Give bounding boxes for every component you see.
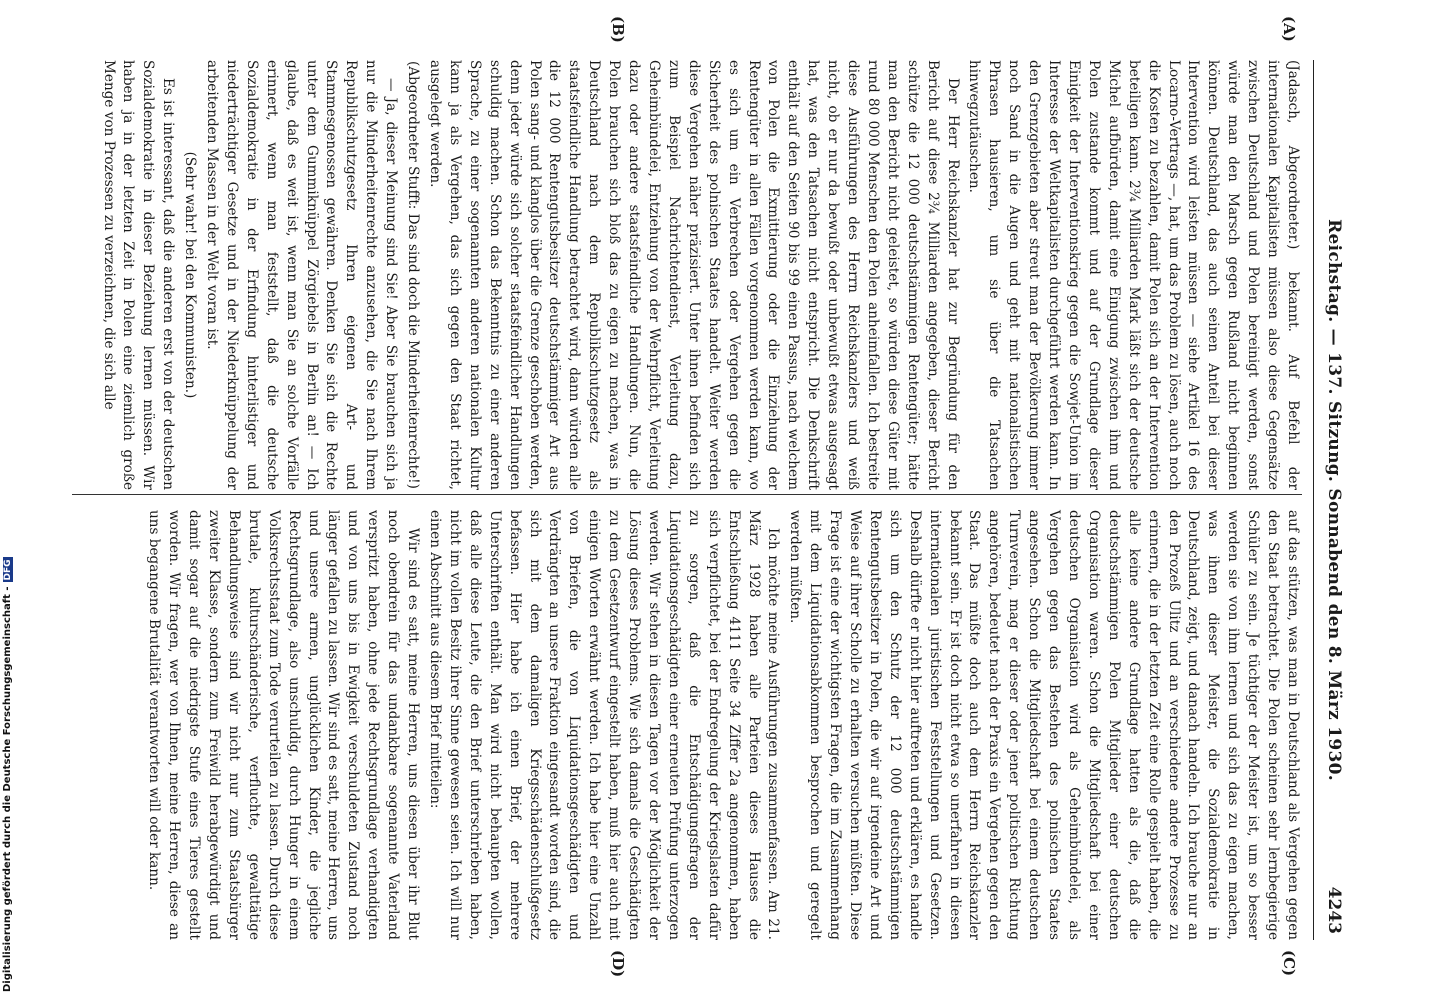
column-divider xyxy=(72,494,1302,495)
paragraph: Der Herr Reichskanzler hat zur Begründung für den Bericht auf diese 2¾ Milliarden angegeben, dieser Bericht schütze die 12 000 deutschstämmigen Rentengüter; hätte man den Bericht nicht geleistet, so würden diese Güter mit rund 80 000 Menschen den Polen anheimfallen. Ich bestreite diese Ausführungen des Herrn Reichskanzlers und weiß nicht, ob er nur da bewußt oder unbewußt etwas ausgesagt hat, was den Tatsachen nicht entspricht. Die Denkschrift enthält auf den Seiten 90 bis 99 einen Passus, nach welchem von Polen die Exmittierung oder die Einziehung der Rentengüter in allen Fällen vorgenommen werden kann, wo es sich um ein Verbrechen oder Vergehen gegen die Sicherheit des polnischen Staates handelt. Weiter werden diese Vergehen näher präzisiert. Unter ihnen befinden sich zum Beispiel Nachrichtendienst, Verleitung dazu, Geheimbündelei, Entziehung von der Wehrpflicht, Verleitung dazu oder andere staatsfeindliche Handlungen. Nun, die Polen brauchen sich bloß das zu eigen zu machen, was in Deutschland nach dem Republikschutzgesetz als staatsfeindliche Handlung betrachtet wird, dann würden alle die 12 000 Rentengutsbesitzer deutschstämmiger Art aus Polen sang- und klanglos über die Grenze geschoben werden, denn jeder würde sich solcher staatsfeindlicher Handlungen schuldig machen. Schon das Bekenntnis zu einer anderen Sprache, zu einer sogenannten anderen nationalen Kultur kann ja als Vergehen, das sich gegen den Staat richtet, ausgelegt werden. xyxy=(427,60,961,490)
margin-letter-a: (A) xyxy=(1280,16,1298,42)
credit-text: Digitalisierung gefördert durch die Deutsche Forschungsgemeinschaft - xyxy=(2,586,13,992)
right-column xyxy=(141,510,1302,940)
margin-letter-c: (C) xyxy=(1280,950,1298,977)
quoted-letter: Wir sind es satt, meine Herren, uns diesen über ihr Blut noch obendrein für das undankbare sogenannte Vaterland verspritzt haben, ohne jede Rechtsgrundlage verhandigten und von uns bis in Ewigkeit verschuldeten Zustand noch länger gefallen zu lassen. Wir sind es satt, meine Herren, uns und unsere armen, unglücklichen Kinder, die jegliche Rechtsgrundlage, also unschuldig, durch Hunger in einem Volksrechtsstaat zum Tode verurteilen zu lassen. Durch diese brutale, kulturschänderische, verfluchte, gewalttätige Behandlungsweise sind wir nicht nur zum Staatsbürger zweiter Klasse, sondern zum Freiwild herabgewürdigt und damit sogar auf die niedrigste Stufe eines Tieres gestellt worden. Wir fragen, wer von Ihnen, meine Herren, diese an uns begangene Brutalität verantworten will oder kann. xyxy=(146,510,422,940)
paragraph: auf das stützen, was man in Deutschland als Vergehen gegen den Staat betrachtet. Die Polen scheinen sehr lernbegierige Schüler zu sein. Je tüchtiger der Meister ist, um so besser werden sie von ihm lernen und sich das zu eigen machen, was ihnen dieser Meister, die Sozialdemokratie in Deutschland, zeigt, und danach handeln. Ich brauche nur an den Prozeß Ulitz und an verschiedene andere Prozesse zu erinnern, die in der letzten Zeit eine Rolle gespielt haben, die alle keine andere Grundlage hatten als die, daß die deutschstämmigen Polen Mitglieder einer deutschen Organisation waren. Schon die Mitgliedschaft bei einer deutschen Organisation wird als Geheimbündelei, als Vergehen gegen das Bestehen des polnischen Staates angesehen. Schon die Mitgliedschaft bei einem deutschen Turnverein, mag er dieser oder jener politischen Richtung angehören, bedeutet nach der Praxis ein Vergehen gegen den Staat. Das müßte doch auch dem Herrn Reichskanzler bekannt sein. Er ist doch nicht etwa so unerfahren in diesen internationalen juristischen Feststellungen und Gesetzen. Deshalb dürfte er nicht hier auftreten und erklären, es handle sich um den Schutz der 12 000 deutschstämmigen Rentengutsbesitzer in Polen, die wir auf irgendeine Art und Weise auf ihrer Scholle zu erhalten versuchen müßten. Diese Frage ist eine der wichtigsten Fragen, die im Zusammenhang mit dem Liquidationsabkommen besprochen und geregelt werden müßten. xyxy=(787,510,1301,940)
dfg-logo: DFG xyxy=(3,559,13,581)
digitization-credit xyxy=(0,0,16,1000)
interjection: (Sehr wahr! bei den Kommunisten.) xyxy=(182,151,199,399)
left-column xyxy=(96,60,1302,490)
paragraph: Ich möchte meine Ausführungen zusammenfassen. Am 21. März 1928 haben alle Parteien dieses Hauses die Entschließung 4111 Seite 34 Ziffer 2a angenommen, haben sich verpflichtet, bei der Endregelung der Kriegslasten dafür zu sorgen, daß die Entschädigungsfragen der Liquidationsgeschädigten einer erneuten Prüfung unterzogen werden. Wir stehen in diesen Tagen vor der Möglichkeit der Lösung dieses Problems. Wie sich damals die Geschädigten zu dem Gesetzentwurf eingestellt haben, muß hier auch mit einigen Worten erwähnt werden. Ich habe hier eine Unzahl von Briefen, die von Liquidationsgeschädigten und Verdrängten an unsere Fraktion eingesandt worden sind, die sich mit dem damaligen Kriegsschädenschlußgesetz befassen. Hier habe ich einen Brief, der mehrere Unterschriften enthält. Man wird nicht behaupten wollen, daß alle diese Leute, die den Brief unterschrieben haben, nicht im vollen Besitz ihrer Sinne gewesen seien. Ich will nur einen Abschnitt aus diesem Brief mitteilen: xyxy=(427,510,782,940)
margin-letter-b: (B) xyxy=(609,16,627,43)
page-header xyxy=(1313,60,1354,940)
header-title: Reichstag. — 137. Sitzung. Sonnabend den 8. März 1930. xyxy=(1324,219,1344,781)
paragraph: — Ja, dieser Meinung sind Sie! Aber Sie brauchen sich ja nur die Minderheitenrechte anzusehen, die Sie nach Ihrem Republikschutzgesetz Ihren eigenen Art- und Stammesgenossen gewähren. Denken Sie sich die Rechte unter dem Gummiknüppel Zörgiebels in Berlin an! — Ich glaube, daß es weit ist, wenn man Sie an solche Vorfälle erinnert, wenn man feststellt, daß die deutsche Sozialdemokratie in der Erfindung hinterlistiger und niederträchtiger Gesetze und in der Niederknüppelung der arbeitenden Massen in der Welt voran ist. xyxy=(204,60,400,490)
paragraph: Es ist interessant, daß die anderen erst von der deutschen Sozialdemokratie in dieser Beziehung lernen müssen. Wir haben ja in der letzten Zeit in Polen eine ziemlich große Menge von Prozessen zu verzeichnen, die sich alle xyxy=(100,60,177,490)
margin-letter-d: (D) xyxy=(609,950,627,978)
rotated-page-content xyxy=(32,0,1362,1000)
paragraph: (Jadasch, Abgeordneter.) bekannt. Auf Befehl der internationalen Kapitalisten müssen also diese Gegensätze zwischen Deutschland und Polen bereinigt werden, sonst würde man den Marsch gegen Rußland nicht beginnen können. Deutschland, das auch seinen Anteil bei dieser Intervention wird leisten müssen — siehe Artikel 16 des Locarno-Vertrags —, hat, um das Problem zu lösen, auch noch die Kosten zu bezahlen, damit Polen sich an der Intervention beteiligen kann. 2¾ Milliarden Mark läßt sich der deutsche Michel aufbürden, damit eine Einigung zwischen ihm und Polen zustande kommt und auf der Grundlage dieser Einigkeit der Interventionskrieg gegen die Sowjet-Union im Interesse der Weltkapitalisten durchgeführt werden kann. In den Grenzgebieten aber streut man der Bevölkerung immer noch Sand in die Augen und geht mit nationalistischen Phrasen hausieren, um sie über die Tatsachen hinwegzutäuschen. xyxy=(966,60,1301,490)
page-number: 4243 xyxy=(1324,886,1344,934)
interjection: (Abgeordneter Stufft: Das sind doch die Minderheitenrechte!) xyxy=(405,61,422,489)
